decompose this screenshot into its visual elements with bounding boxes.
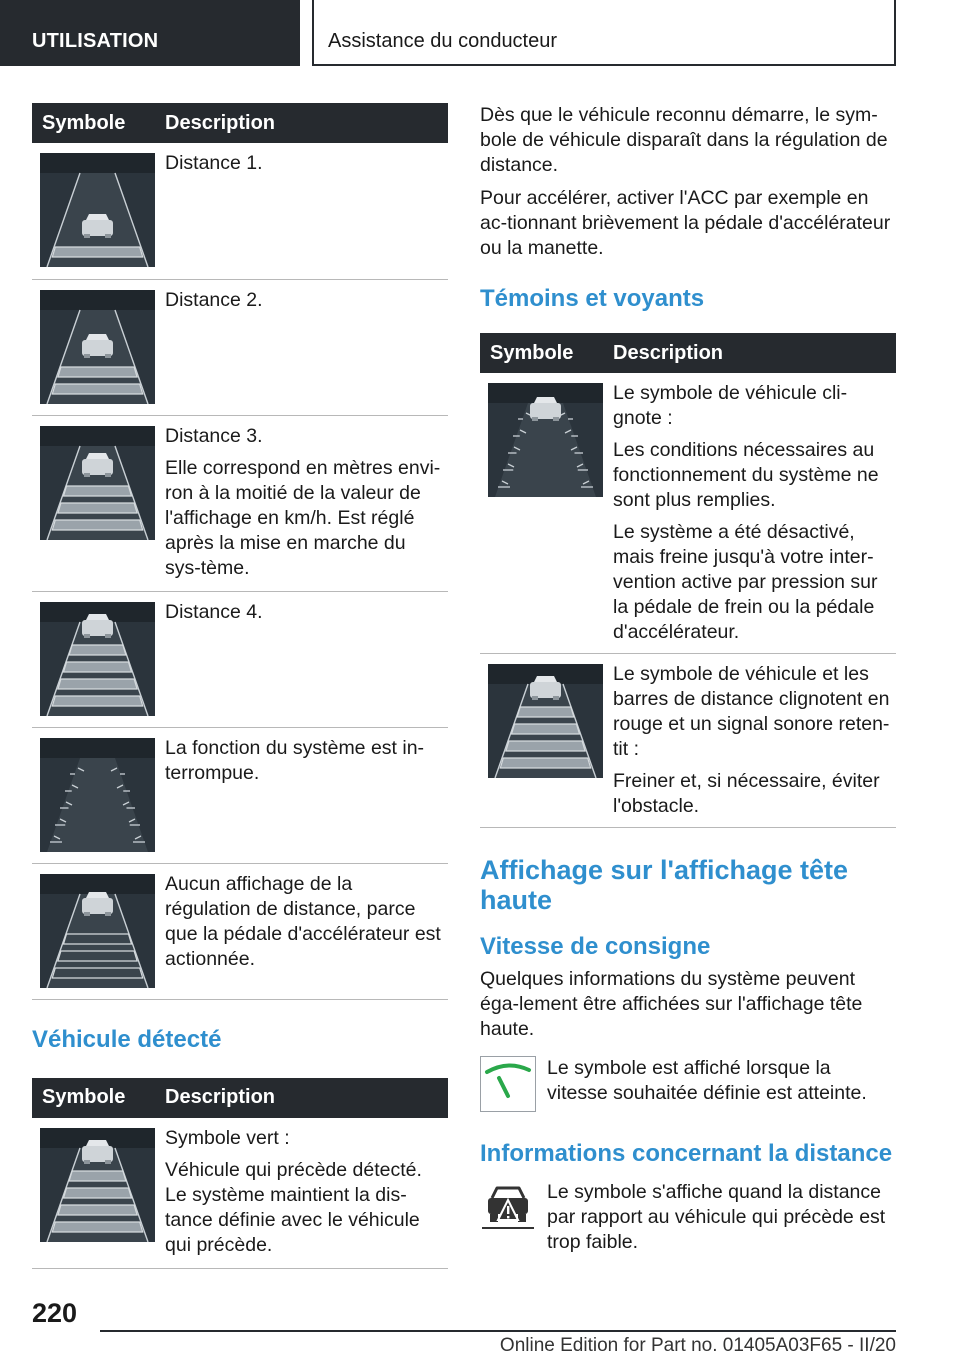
speed-paragraph: Quelques informations du système peuvent éga-lement être affichées sur l'affichage tête haute. (480, 968, 863, 1040)
warnings-heading: Témoins et voyants (480, 285, 705, 312)
left-column (32, 103, 448, 1269)
vehicle-blinking-icon (488, 383, 603, 497)
section-title: UTILISATION (32, 30, 159, 52)
page-number: 220 (32, 1298, 78, 1328)
speed-icon-row (480, 1056, 896, 1112)
intro-paragraph: Dès que le véhicule reconnu démarre, le sym-bole de véhicule disparaît dans la régulation de distance. (480, 104, 888, 176)
vehicle-detected-heading: Véhicule détecté (32, 1025, 222, 1053)
row-text: Distance 2. (165, 288, 263, 311)
distance-icon-row (480, 1180, 896, 1255)
distance-2-icon (40, 290, 155, 404)
row-text: Elle correspond en mètres envi-ron à la moitié de la valeur de l'affichage en km/h. Est réglé après la mise en marche du sys-tème. (165, 456, 441, 579)
col-header-description: Description (155, 1078, 448, 1118)
distance-icon-text: Le symbole s'affiche quand la distance par rapport au véhicule qui précède est trop faible. (547, 1181, 886, 1253)
system-interrupted-icon (40, 738, 155, 852)
col-header-description: Description (603, 333, 896, 373)
row-text: Le système a été désactivé, mais freine jusqu'à votre inter-vention active par pression sur la pédale de frein ou la pédale d'accélérateur. (613, 521, 878, 643)
row-text: Freiner et, si nécessaire, éviter l'obstacle. (613, 770, 880, 817)
speed-heading: Vitesse de consigne (480, 933, 711, 960)
col-header-symbol: Symbole (32, 103, 155, 143)
edition-text: Online Edition for Part no. 01405A03F65 - II/20 (499, 1335, 896, 1356)
speedometer-green-icon (480, 1056, 536, 1112)
chapter-tab (312, 0, 896, 66)
section-tab (0, 0, 300, 66)
row-text: La fonction du système est in-terrompue. (165, 736, 425, 784)
distance-info-heading: Informations concernant la distance (480, 1140, 893, 1167)
vehicle-warning-icon (480, 1180, 536, 1236)
warnings-table (480, 333, 896, 828)
distance-3-icon (40, 426, 155, 540)
hud-heading: Affichage sur l'affichage tête haute (480, 855, 849, 915)
table-row (480, 654, 896, 828)
table-row (480, 373, 896, 654)
intro-paragraph: Pour accélérer, activer l'ACC par exemple en ac-tionnant brièvement la pédale d'accélérateur ou la manette. (480, 187, 891, 259)
vehicle-detected-table (32, 1078, 448, 1269)
table-row (32, 727, 448, 863)
table-row (32, 415, 448, 591)
vehicle-bars-red-icon (488, 664, 603, 778)
row-text: Aucun affichage de la régulation de distance, parce que la pédale d'accélérateur est actionnée. (165, 872, 441, 970)
distance-symbol-table (32, 103, 448, 1000)
table-row (32, 279, 448, 415)
table-row (32, 591, 448, 727)
table-row (32, 1118, 448, 1269)
distance-4-icon (40, 602, 155, 716)
row-text: Le symbole de véhicule cli-gnote : (613, 382, 848, 429)
distance-1-icon (40, 153, 155, 267)
col-header-symbol: Symbole (480, 333, 603, 373)
vehicle-detected-green-icon (40, 1128, 155, 1242)
footer-rule (100, 1330, 896, 1332)
row-text: Véhicule qui précède détecté. Le système maintient la dis-tance définie avec le véhicule qui précède. (165, 1158, 422, 1256)
row-text: Le symbole de véhicule et les barres de distance clignotent en rouge et un signal sonore reten-tit : (613, 663, 890, 760)
speed-icon-text: Le symbole est affiché lorsque la vitesse souhaitée définie est atteinte. (547, 1057, 867, 1104)
accelerator-pressed-icon (40, 874, 155, 988)
table-row (32, 143, 448, 279)
row-text: Les conditions nécessaires au fonctionnement du système ne sont plus remplies. (613, 439, 879, 511)
row-text: Symbole vert : (165, 1126, 290, 1149)
col-header-symbol: Symbole (32, 1078, 155, 1118)
row-text: Distance 1. (165, 152, 263, 174)
chapter-title: Assistance du conducteur (328, 30, 558, 52)
table-row (32, 863, 448, 999)
right-column (480, 103, 896, 1255)
row-text: Distance 3. (165, 424, 263, 447)
col-header-description: Description (155, 103, 448, 143)
row-text: Distance 4. (165, 600, 263, 623)
